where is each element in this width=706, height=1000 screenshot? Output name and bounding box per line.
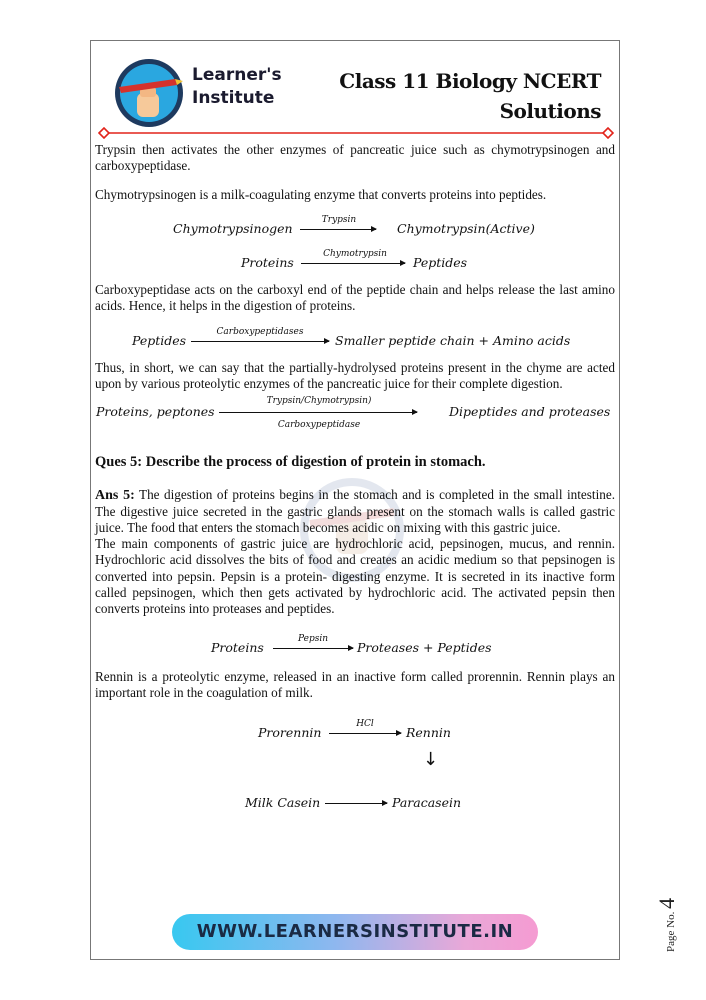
content-area	[95, 142, 615, 816]
answer-text-1: The digestion of proteins begins in the stomach and is completed in the small intestine. The digestive juice secreted in the gastric glands present on the stomach walls is called gastric juice. The food that enters the stomach becomes acidic on mixing with this gastric juice.	[95, 486, 615, 536]
eq5-left: Proteins	[211, 640, 264, 656]
paragraph-chymotrypsinogen: Chymotrypsinogen is a milk-coagulating enzyme that converts proteins into peptides.	[95, 187, 547, 203]
equation-chymotrypsinogen	[95, 208, 615, 242]
eq7-right: Paracasein	[392, 794, 462, 810]
header-divider	[98, 127, 614, 139]
brand-line-1: Learner's	[192, 65, 282, 85]
page-number-value: 4	[654, 897, 679, 909]
eq2-left: Proteins	[241, 254, 294, 270]
paragraph-carboxypeptidase: Carboxypeptidase acts on the carboxyl end of the peptide chain and helps release the last amino acids. Hence, it helps in the digestion of proteins.	[95, 281, 615, 313]
eq4-right: Dipeptides and proteases	[449, 404, 611, 420]
answer-label: Ans 5:	[95, 487, 135, 503]
eq5-right: Proteases + Peptides	[357, 640, 492, 656]
footer-website-link[interactable]: WWW.LEARNERSINSTITUTE.IN	[196, 921, 514, 942]
down-arrow-row	[95, 746, 615, 782]
eq4-left: Proteins, peptones	[96, 404, 215, 420]
page-number-label: Page No.	[665, 911, 677, 952]
eq6-left: Prorennin	[258, 724, 322, 740]
eq3-left: Peptides	[132, 333, 187, 349]
title-line-2: Solutions	[499, 99, 601, 123]
eq4-enzyme-below: Carboxypeptidase	[277, 420, 361, 431]
eq6-right: Rennin	[406, 724, 451, 740]
paragraph-rennin: Rennin is a proteolytic enzyme, released in an inactive form called prorennin. Rennin plays an important role in the coagulation of milk.	[95, 669, 615, 701]
eq2-arrow	[301, 263, 405, 264]
eq5-arrow	[273, 648, 353, 649]
eq5-enzyme: Pepsin	[297, 634, 329, 645]
eq1-left: Chymotrypsinogen	[173, 220, 293, 236]
eq1-enzyme: Trypsin	[321, 214, 357, 225]
question-heading: Ques 5: Describe the process of digestion of protein in stomach.	[95, 454, 486, 471]
paragraph-trypsin: Trypsin then activates the other enzymes of pancreatic juice such as chymotrypsinogen and carboxypeptidase.	[95, 142, 615, 174]
eq6-arrow	[329, 733, 401, 734]
answer-paragraph-2: The main components of gastric juice are hydrochloric acid, pepsinogen, mucus, and rennin. Hydrochloric acid dissolves the bits of food and creates an acidic medium so that pepsinogen is converted into pepsin. Pepsin is a protein- digesting enzyme. It is secreted in its inactive form called pepsinogen, which then gets activated by hydrochloric acid. The activated pepsin then converts proteins into proteases and peptides.	[95, 536, 615, 617]
paragraph-summary: Thus, in short, we can say that the partially-hydrolysed proteins present in the chyme are acted upon by various proteolytic enzymes of the pancreatic juice for their complete digestion.	[95, 360, 615, 392]
equation-proteins-peptides	[95, 242, 615, 276]
eq3-enzyme: Carboxypeptidases	[216, 327, 304, 338]
brand-name	[192, 64, 282, 110]
eq2-enzyme: Chymotrypsin	[323, 248, 387, 259]
eq6-enzyme: HCl	[356, 718, 374, 729]
equation-pepsin	[95, 627, 615, 661]
equation-prorennin	[95, 712, 615, 746]
eq4-enzyme-above: Trypsin/Chymotrypsin)	[266, 396, 372, 407]
eq7-arrow	[325, 803, 387, 804]
eq3-right: Smaller peptide chain + Amino acids	[335, 333, 571, 349]
eq7-left: Milk Casein	[245, 794, 321, 810]
learners-institute-logo-icon	[113, 57, 185, 129]
brand-line-2: Institute	[192, 88, 275, 108]
eq1-arrow	[300, 229, 376, 230]
equation-peptides	[95, 320, 615, 354]
eq4-arrow	[219, 412, 417, 413]
eq1-right: Chymotrypsin(Active)	[397, 220, 535, 236]
down-arrow: ↓	[423, 748, 439, 770]
eq2-right: Peptides	[413, 254, 468, 270]
answer-paragraph-1	[95, 487, 615, 537]
page-number	[654, 898, 680, 952]
eq3-arrow	[191, 341, 329, 342]
equation-proteins-peptones	[95, 394, 615, 440]
equation-milk-casein	[95, 782, 615, 816]
title-line-1: Class 11 Biology NCERT	[339, 69, 601, 93]
document-title	[339, 66, 601, 126]
